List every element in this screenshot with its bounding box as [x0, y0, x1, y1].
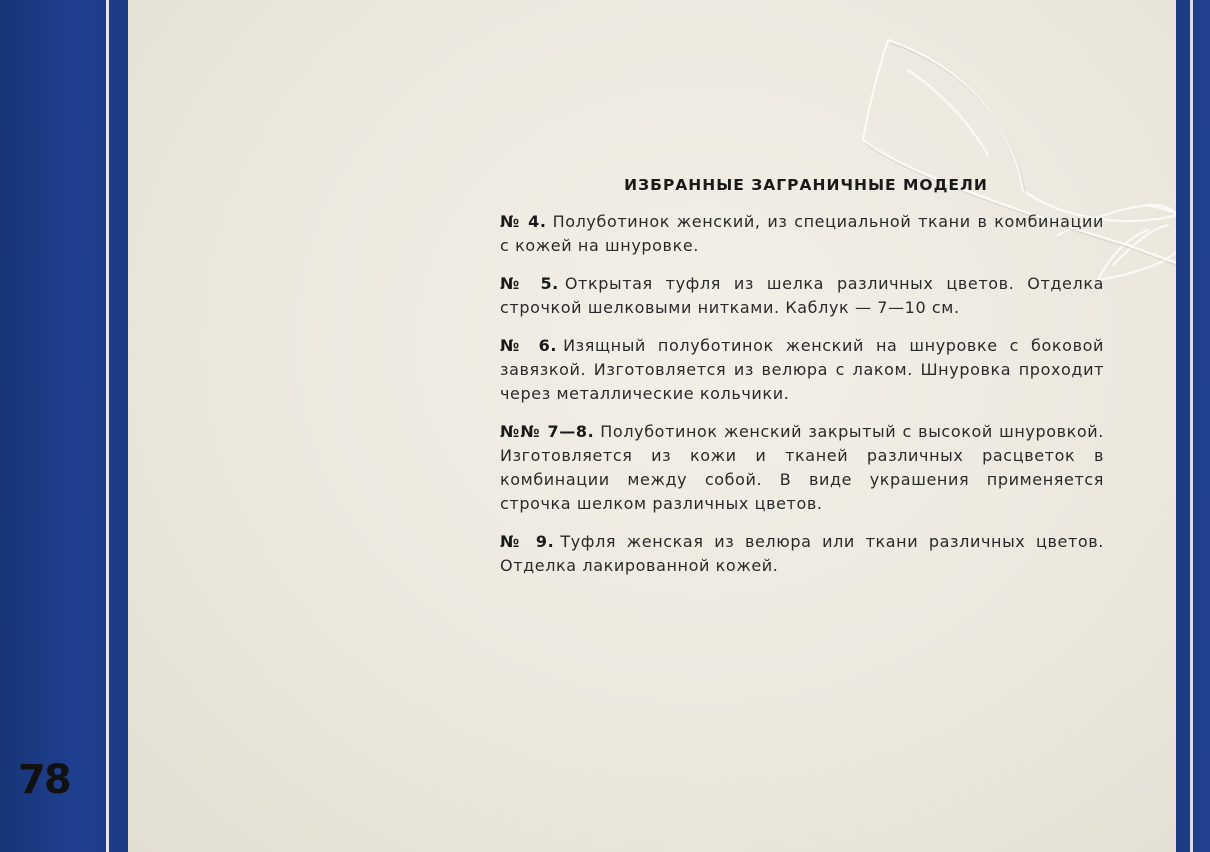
- model-entry: [500, 420, 1104, 516]
- paper-sheet: [128, 0, 1176, 852]
- model-number: № 6.: [500, 336, 558, 355]
- model-description: Туфля женская из велюра или ткани различных цветов. Отделка лакированной кожей.: [500, 532, 1104, 575]
- model-number: № 9.: [500, 532, 555, 551]
- model-description: Изящный полуботинок женский на шнуровке с боковой завязкой. Изготовляется из велюра с лаком. Шнуровка проходит через металлические кольчики.: [500, 336, 1104, 403]
- model-description: Полуботинок женский, из специальной ткани в комбинации с кожей на шнуровке.: [500, 212, 1104, 255]
- model-entry: [500, 272, 1104, 320]
- model-number: №№ 7—8.: [500, 422, 595, 441]
- model-entry: [500, 210, 1104, 258]
- right-white-rule: [1190, 0, 1193, 852]
- right-blue-band: [1176, 0, 1210, 852]
- model-description: Полуботинок женский закрытый с высокой шнуровкой. Изготовляется из кожи и тканей различных расцветок в комбинации между собой. В виде украшения применяется строчка шелком различных цветов.: [500, 422, 1104, 513]
- model-entry: [500, 530, 1104, 578]
- model-number: № 5.: [500, 274, 559, 293]
- page-title: ИЗБРАННЫЕ ЗАГРАНИЧНЫЕ МОДЕЛИ: [624, 176, 988, 194]
- model-entry: [500, 334, 1104, 406]
- left-white-rule: [106, 0, 109, 852]
- model-description: Открытая туфля из шелка различных цветов. Отделка строчкой шелковыми нитками. Каблук — 7—10 см.: [500, 274, 1104, 317]
- model-number: № 4.: [500, 212, 547, 231]
- page-number: 78: [18, 757, 70, 803]
- article-content: [500, 176, 1104, 592]
